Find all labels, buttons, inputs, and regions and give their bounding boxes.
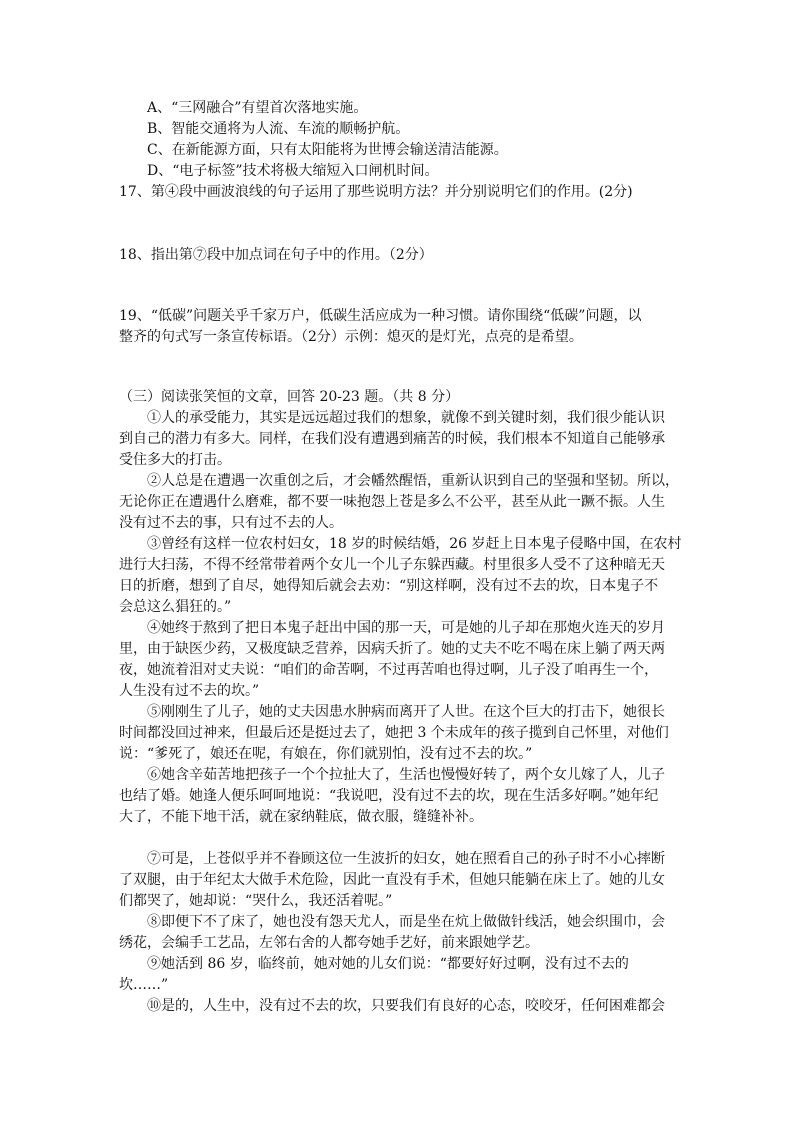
paragraph-4-line-4: 人生没有过不去的坎。” <box>119 683 260 699</box>
paragraph-10-line-1: ⑩是的，人生中，没有过不去的坎，只要我们有良好的心态，咬咬牙，任何困难都会 <box>147 998 665 1014</box>
question-17: 17、第④段中画波浪线的句子运用了那些说明方法？并分别说明它们的作用。(2分) <box>119 184 633 200</box>
paragraph-4-line-3: 夜，她流着泪对丈夫说：“咱们的命苦啊，不过再苦咱也得过啊，儿子没了咱再生一个， <box>119 662 659 678</box>
paragraph-3-line-1: ③曾经有这样一位农村妇女，18 岁的时候结婚，26 岁赶上日本鬼子侵略中国，在农村 <box>147 536 682 552</box>
paragraph-6-line-2: 也结了婚。她逢人便乐呵呵地说：“我说吧，没有过不去的坎，现在生活多好啊。”她年纪 <box>119 788 659 804</box>
paragraph-2-line-3: 没有过不去的事，只有过不去的人。 <box>119 515 343 531</box>
paragraph-4-line-1: ④她终于熬到了把日本鬼子赶出中国的那一天，可是她的儿子却在那炮火连天的岁月 <box>147 620 665 636</box>
paragraph-4-line-2: 里，由于缺医少药，又极度缺乏营养，因病夭折了。她的丈夫不吃不喝在床上躺了两天两 <box>119 641 665 657</box>
option-d: D、“电子标签”技术将极大缩短入口闸机时间。 <box>147 163 439 179</box>
paragraph-2-line-1: ②人总是在遭遇一次重创之后，才会幡然醒悟，重新认识到自己的坚强和坚韧。所以， <box>147 473 679 489</box>
section-heading: （三）阅读张笑恒的文章，回答 20-23 题。（共 8 分） <box>119 389 460 405</box>
paragraph-8-line-1: ⑧即便下不了床了，她也没有怨天尤人，而是坐在炕上做做针线活，她会织围巾，会 <box>147 914 665 930</box>
question-19-line-1: 19、“低碳”问题关乎千家万户，低碳生活应成为一种习惯。请你围绕“低碳”问题，以 <box>119 308 642 324</box>
paragraph-5-line-2: 时间都没回过神来，但最后还是挺过去了，她把 3 个未成年的孩子揽到自己怀里，对他们 <box>119 725 669 741</box>
option-a: A、“三网融合”有望首次落地实施。 <box>147 100 368 116</box>
option-b: B、智能交通将为人流、车流的顺畅护航。 <box>147 121 410 137</box>
paragraph-1-line-3: 受住多大的打击。 <box>119 452 231 468</box>
paragraph-1-line-2: 到自己的潜力有多大。同样，在我们没有遭遇到痛苦的时候，我们根本不知道自己能够承 <box>119 431 665 447</box>
paragraph-7-line-2: 了双腿，由于年纪太大做手术危险，因此一直没有手术，但她只能躺在床上了。她的儿女 <box>119 872 665 888</box>
paragraph-8-line-2: 绣花，会编手工艺品，左邻右舍的人都夸她手艺好，前来跟她学艺。 <box>119 935 539 951</box>
paragraph-7-line-3: 们都哭了，她却说：“哭什么，我还活着呢。” <box>119 893 393 909</box>
paragraph-3-line-3: 日的折磨，想到了自尽，她得知后就会去劝：“别这样啊，没有过不去的坎，日本鬼子不 <box>119 578 659 594</box>
paragraph-9-line-1: ⑨她活到 86 岁，临终前，她对她的儿女们说：“都要好好过啊，没有过不去的 <box>147 956 629 972</box>
paragraph-9-line-2: 坎……” <box>119 977 169 993</box>
paragraph-2-line-2: 无论你正在遭遇什么磨难，都不要一味抱怨上苍是多么不公平，甚至从此一蹶不振。人生 <box>119 494 665 510</box>
paragraph-6-line-3: 大了，不能下地干活，就在家纳鞋底，做衣服，缝缝补补。 <box>119 809 483 825</box>
paragraph-5-line-1: ⑤刚刚生了儿子，她的丈夫因患水肿病而离开了人世。在这个巨大的打击下，她很长 <box>147 704 665 720</box>
option-c: C、在新能源方面，只有太阳能将为世博会输送清洁能源。 <box>147 142 508 158</box>
paragraph-3-line-4: 会总这么猖狂的。” <box>119 599 232 615</box>
question-19-line-2: 整齐的句式写一条宣传标语。（2分）示例：熄灭的是灯光，点亮的是希望。 <box>119 329 583 345</box>
paragraph-7-line-1: ⑦可是，上苍似乎并不眷顾这位一生波折的妇女，她在照看自己的孙子时不小心摔断 <box>147 851 665 867</box>
paragraph-3-line-2: 进行大扫荡，不得不经常带着两个女儿一个儿子东躲西藏。村里很多人受不了这种暗无天 <box>119 557 665 573</box>
paragraph-1-line-1: ①人的承受能力，其实是远远超过我们的想象，就像不到关键时刻，我们很少能认识 <box>147 410 665 426</box>
paragraph-5-line-3: 说：“爹死了，娘还在呢，有娘在，你们就别怕，没有过不去的坎。” <box>119 746 533 762</box>
question-18: 18、指出第⑦段中加点词在句子中的作用。（2分） <box>119 247 433 263</box>
paragraph-6-line-1: ⑥她含辛茹苦地把孩子一个个拉扯大了，生活也慢慢好转了，两个女儿嫁了人，儿子 <box>147 767 665 783</box>
